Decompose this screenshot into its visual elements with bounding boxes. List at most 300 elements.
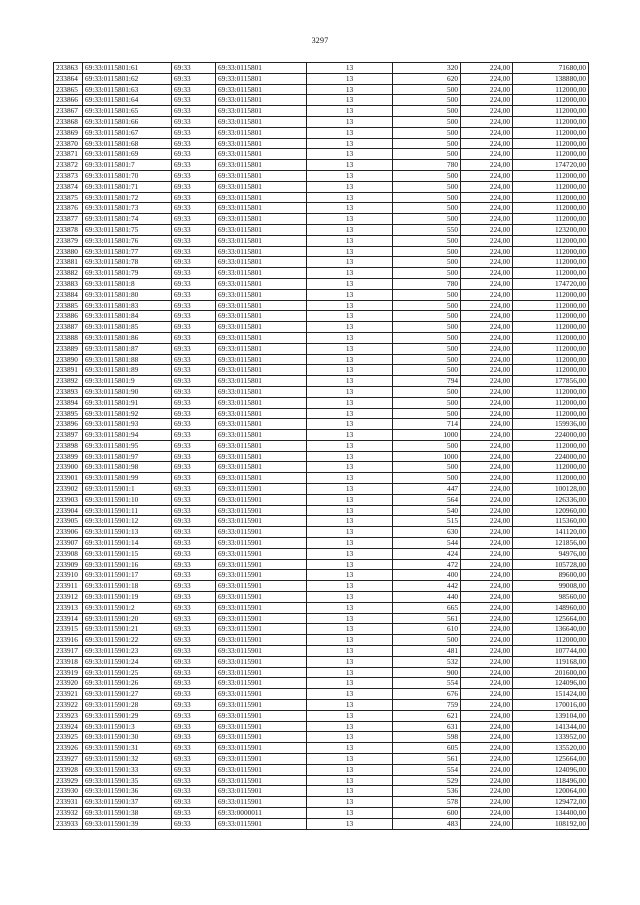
cadastral-quarter-cell: 69:33:0115901 [216, 548, 307, 559]
region-code-cell: 69:33 [172, 408, 216, 419]
category-cell: 13 [307, 214, 393, 225]
area-cell: 500 [393, 322, 461, 333]
category-cell: 13 [307, 106, 393, 117]
cadastral-value-cell: 112000,00 [513, 440, 589, 451]
cadastral-quarter-cell: 69:33:0115801 [216, 149, 307, 160]
rate-cell: 224,00 [461, 592, 513, 603]
table-row [54, 430, 589, 441]
rate-cell: 224,00 [461, 106, 513, 117]
area-cell: 320 [393, 63, 461, 74]
cadastral-number-cell: 69:33:0115801:89 [83, 365, 172, 376]
cadastral-number-cell: 69:33:0115901:31 [83, 743, 172, 754]
row-number-cell: 233920 [54, 678, 83, 689]
row-number-cell: 233896 [54, 419, 83, 430]
category-cell: 13 [307, 376, 393, 387]
area-cell: 529 [393, 775, 461, 786]
cadastral-value-cell: 120064,00 [513, 786, 589, 797]
table-row [54, 538, 589, 549]
cadastral-value-cell: 159936,00 [513, 419, 589, 430]
area-cell: 550 [393, 224, 461, 235]
cadastral-value-cell: 112000,00 [513, 170, 589, 181]
cadastral-quarter-cell: 69:33:0115901 [216, 656, 307, 667]
cadastral-quarter-cell: 69:33:0115901 [216, 505, 307, 516]
table-row [54, 246, 589, 257]
category-cell: 13 [307, 797, 393, 808]
rate-cell: 224,00 [461, 754, 513, 765]
table-row [54, 106, 589, 117]
category-cell: 13 [307, 343, 393, 354]
cadastral-value-cell: 98560,00 [513, 592, 589, 603]
category-cell: 13 [307, 170, 393, 181]
area-cell: 500 [393, 635, 461, 646]
category-cell: 13 [307, 408, 393, 419]
region-code-cell: 69:33 [172, 386, 216, 397]
table-row [54, 289, 589, 300]
row-number-cell: 233887 [54, 322, 83, 333]
rate-cell: 224,00 [461, 484, 513, 495]
area-cell: 500 [393, 397, 461, 408]
category-cell: 13 [307, 527, 393, 538]
rate-cell: 224,00 [461, 257, 513, 268]
table-row [54, 63, 589, 74]
area-cell: 515 [393, 516, 461, 527]
cadastral-number-cell: 69:33:0115901:33 [83, 764, 172, 775]
cadastral-number-cell: 69:33:0115901:26 [83, 678, 172, 689]
area-cell: 500 [393, 354, 461, 365]
row-number-cell: 233915 [54, 624, 83, 635]
row-number-cell: 233930 [54, 786, 83, 797]
cadastral-number-cell: 69:33:0115901:39 [83, 818, 172, 829]
rate-cell: 224,00 [461, 462, 513, 473]
table-row [54, 473, 589, 484]
rate-cell: 224,00 [461, 365, 513, 376]
cadastral-quarter-cell: 69:33:0115901 [216, 786, 307, 797]
row-number-cell: 233897 [54, 430, 83, 441]
row-number-cell: 233922 [54, 700, 83, 711]
rate-cell: 224,00 [461, 538, 513, 549]
table-row [54, 181, 589, 192]
category-cell: 13 [307, 646, 393, 657]
area-cell: 561 [393, 754, 461, 765]
row-number-cell: 233872 [54, 160, 83, 171]
region-code-cell: 69:33 [172, 203, 216, 214]
row-number-cell: 233912 [54, 592, 83, 603]
region-code-cell: 69:33 [172, 548, 216, 559]
rate-cell: 224,00 [461, 732, 513, 743]
area-cell: 1000 [393, 451, 461, 462]
region-code-cell: 69:33 [172, 624, 216, 635]
category-cell: 13 [307, 786, 393, 797]
rate-cell: 224,00 [461, 408, 513, 419]
row-number-cell: 233876 [54, 203, 83, 214]
cadastral-value-cell: 120960,00 [513, 505, 589, 516]
cadastral-number-cell: 69:33:0115901:19 [83, 592, 172, 603]
rate-cell: 224,00 [461, 818, 513, 829]
category-cell: 13 [307, 581, 393, 592]
region-code-cell: 69:33 [172, 710, 216, 721]
cadastral-number-cell: 69:33:0115801:94 [83, 430, 172, 441]
rate-cell: 224,00 [461, 624, 513, 635]
cadastral-value-cell: 105728,00 [513, 559, 589, 570]
cadastral-value-cell: 141344,00 [513, 721, 589, 732]
cadastral-number-cell: 69:33:0115801:72 [83, 192, 172, 203]
table-row [54, 73, 589, 84]
area-cell: 500 [393, 170, 461, 181]
region-code-cell: 69:33 [172, 678, 216, 689]
category-cell: 13 [307, 149, 393, 160]
cadastral-number-cell: 69:33:0115801:61 [83, 63, 172, 74]
cadastral-number-cell: 69:33:0115901:17 [83, 570, 172, 581]
region-code-cell: 69:33 [172, 700, 216, 711]
cadastral-value-cell: 177856,00 [513, 376, 589, 387]
cadastral-quarter-cell: 69:33:0115901 [216, 646, 307, 657]
cadastral-value-cell: 123200,00 [513, 224, 589, 235]
area-cell: 500 [393, 311, 461, 322]
cadastral-value-cell: 174720,00 [513, 278, 589, 289]
rate-cell: 224,00 [461, 160, 513, 171]
region-code-cell: 69:33 [172, 106, 216, 117]
category-cell: 13 [307, 689, 393, 700]
category-cell: 13 [307, 419, 393, 430]
cadastral-value-cell: 112000,00 [513, 127, 589, 138]
area-cell: 500 [393, 386, 461, 397]
area-cell: 500 [393, 214, 461, 225]
cadastral-quarter-cell: 69:33:0115801 [216, 203, 307, 214]
cadastral-value-cell: 108192,00 [513, 818, 589, 829]
rate-cell: 224,00 [461, 214, 513, 225]
category-cell: 13 [307, 721, 393, 732]
page-number: 3297 [311, 36, 329, 45]
table-row [54, 581, 589, 592]
category-cell: 13 [307, 807, 393, 818]
region-code-cell: 69:33 [172, 300, 216, 311]
cadastral-value-cell: 141120,00 [513, 527, 589, 538]
cadastral-value-cell: 112000,00 [513, 386, 589, 397]
cadastral-value-cell: 112000,00 [513, 116, 589, 127]
cadastral-value-cell: 112000,00 [513, 473, 589, 484]
rate-cell: 224,00 [461, 710, 513, 721]
region-code-cell: 69:33 [172, 192, 216, 203]
cadastral-value-cell: 124096,00 [513, 764, 589, 775]
row-number-cell: 233894 [54, 397, 83, 408]
cadastral-value-cell: 134400,00 [513, 807, 589, 818]
category-cell: 13 [307, 268, 393, 279]
region-code-cell: 69:33 [172, 235, 216, 246]
category-cell: 13 [307, 538, 393, 549]
region-code-cell: 69:33 [172, 170, 216, 181]
row-number-cell: 233875 [54, 192, 83, 203]
table-row [54, 613, 589, 624]
rate-cell: 224,00 [461, 343, 513, 354]
rate-cell: 224,00 [461, 548, 513, 559]
table-row [54, 559, 589, 570]
row-number-cell: 233863 [54, 63, 83, 74]
category-cell: 13 [307, 289, 393, 300]
region-code-cell: 69:33 [172, 63, 216, 74]
cadastral-value-cell: 89600,00 [513, 570, 589, 581]
cadastral-value-cell: 112000,00 [513, 149, 589, 160]
area-cell: 621 [393, 710, 461, 721]
cadastral-number-cell: 69:33:0115901:15 [83, 548, 172, 559]
rate-cell: 224,00 [461, 268, 513, 279]
cadastral-number-cell: 69:33:0115901:30 [83, 732, 172, 743]
region-code-cell: 69:33 [172, 494, 216, 505]
row-number-cell: 233928 [54, 764, 83, 775]
table-row [54, 376, 589, 387]
rate-cell: 224,00 [461, 224, 513, 235]
rate-cell: 224,00 [461, 397, 513, 408]
row-number-cell: 233882 [54, 268, 83, 279]
rate-cell: 224,00 [461, 278, 513, 289]
row-number-cell: 233870 [54, 138, 83, 149]
region-code-cell: 69:33 [172, 473, 216, 484]
cadastral-quarter-cell: 69:33:0115901 [216, 678, 307, 689]
rate-cell: 224,00 [461, 505, 513, 516]
cadastral-number-cell: 69:33:0115801:88 [83, 354, 172, 365]
cadastral-quarter-cell: 69:33:0115801 [216, 181, 307, 192]
rate-cell: 224,00 [461, 646, 513, 657]
cadastral-quarter-cell: 69:33:0115901 [216, 667, 307, 678]
cadastral-value-cell: 119168,00 [513, 656, 589, 667]
category-cell: 13 [307, 181, 393, 192]
region-code-cell: 69:33 [172, 224, 216, 235]
cadastral-quarter-cell: 69:33:0115801 [216, 127, 307, 138]
cadastral-value-cell: 94976,00 [513, 548, 589, 559]
table-row [54, 635, 589, 646]
cadastral-value-cell: 112000,00 [513, 408, 589, 419]
row-number-cell: 233874 [54, 181, 83, 192]
category-cell: 13 [307, 311, 393, 322]
table-row [54, 127, 589, 138]
rate-cell: 224,00 [461, 581, 513, 592]
rate-cell: 224,00 [461, 440, 513, 451]
cadastral-value-cell: 112000,00 [513, 84, 589, 95]
rate-cell: 224,00 [461, 192, 513, 203]
cadastral-value-cell: 151424,00 [513, 689, 589, 700]
region-code-cell: 69:33 [172, 775, 216, 786]
cadastral-value-cell: 125664,00 [513, 754, 589, 765]
region-code-cell: 69:33 [172, 160, 216, 171]
row-number-cell: 233921 [54, 689, 83, 700]
table-row [54, 505, 589, 516]
rate-cell: 224,00 [461, 149, 513, 160]
category-cell: 13 [307, 462, 393, 473]
category-cell: 13 [307, 127, 393, 138]
rate-cell: 224,00 [461, 678, 513, 689]
cadastral-number-cell: 69:33:0115901:29 [83, 710, 172, 721]
table-row [54, 721, 589, 732]
cadastral-value-cell: 100128,00 [513, 484, 589, 495]
table-row [54, 235, 589, 246]
table-row [54, 624, 589, 635]
cadastral-quarter-cell: 69:33:0115901 [216, 570, 307, 581]
cadastral-number-cell: 69:33:0115901:21 [83, 624, 172, 635]
area-cell: 780 [393, 278, 461, 289]
row-number-cell: 233864 [54, 73, 83, 84]
area-cell: 400 [393, 570, 461, 581]
region-code-cell: 69:33 [172, 581, 216, 592]
row-number-cell: 233918 [54, 656, 83, 667]
category-cell: 13 [307, 548, 393, 559]
cadastral-quarter-cell: 69:33:0115901 [216, 494, 307, 505]
table-row [54, 807, 589, 818]
cadastral-number-cell: 69:33:0115901:11 [83, 505, 172, 516]
table-row [54, 311, 589, 322]
cadastral-number-cell: 69:33:0115801:83 [83, 300, 172, 311]
rate-cell: 224,00 [461, 63, 513, 74]
area-cell: 481 [393, 646, 461, 657]
region-code-cell: 69:33 [172, 73, 216, 84]
category-cell: 13 [307, 484, 393, 495]
cadastral-number-cell: 69:33:0115801:67 [83, 127, 172, 138]
area-cell: 605 [393, 743, 461, 754]
area-cell: 631 [393, 721, 461, 732]
cadastral-number-cell: 69:33:0115901:38 [83, 807, 172, 818]
rate-cell: 224,00 [461, 127, 513, 138]
area-cell: 794 [393, 376, 461, 387]
rate-cell: 224,00 [461, 95, 513, 106]
region-code-cell: 69:33 [172, 354, 216, 365]
category-cell: 13 [307, 635, 393, 646]
cadastral-number-cell: 69:33:0115901:28 [83, 700, 172, 711]
table-row [54, 332, 589, 343]
table-row [54, 138, 589, 149]
cadastral-quarter-cell: 69:33:0115801 [216, 386, 307, 397]
region-code-cell: 69:33 [172, 332, 216, 343]
table-row [54, 386, 589, 397]
category-cell: 13 [307, 775, 393, 786]
table-row [54, 278, 589, 289]
cadastral-quarter-cell: 69:33:0115901 [216, 700, 307, 711]
category-cell: 13 [307, 84, 393, 95]
table-row [54, 797, 589, 808]
table-row [54, 322, 589, 333]
cadastral-number-cell: 69:33:0115901:18 [83, 581, 172, 592]
row-number-cell: 233900 [54, 462, 83, 473]
table-row [54, 84, 589, 95]
cadastral-number-cell: 69:33:0115901:22 [83, 635, 172, 646]
cadastral-quarter-cell: 69:33:0115801 [216, 289, 307, 300]
rate-cell: 224,00 [461, 451, 513, 462]
rate-cell: 224,00 [461, 181, 513, 192]
table-row [54, 203, 589, 214]
table-row [54, 710, 589, 721]
cadastral-number-cell: 69:33:0115801:66 [83, 116, 172, 127]
row-number-cell: 233886 [54, 311, 83, 322]
table-row [54, 397, 589, 408]
table-row [54, 656, 589, 667]
category-cell: 13 [307, 322, 393, 333]
table-row [54, 462, 589, 473]
cadastral-value-cell: 126336,00 [513, 494, 589, 505]
cadastral-value-cell: 136640,00 [513, 624, 589, 635]
area-cell: 500 [393, 149, 461, 160]
cadastral-number-cell: 69:33:0115901:20 [83, 613, 172, 624]
cadastral-number-cell: 69:33:0115801:9 [83, 376, 172, 387]
cadastral-number-cell: 69:33:0115801:69 [83, 149, 172, 160]
region-code-cell: 69:33 [172, 440, 216, 451]
cadastral-value-cell: 112000,00 [513, 192, 589, 203]
rate-cell: 224,00 [461, 689, 513, 700]
area-cell: 759 [393, 700, 461, 711]
cadastral-number-cell: 69:33:0115901:36 [83, 786, 172, 797]
cadastral-number-cell: 69:33:0115801:84 [83, 311, 172, 322]
category-cell: 13 [307, 332, 393, 343]
cadastral-value-cell: 112000,00 [513, 343, 589, 354]
cadastral-value-cell: 124096,00 [513, 678, 589, 689]
category-cell: 13 [307, 138, 393, 149]
region-code-cell: 69:33 [172, 807, 216, 818]
category-cell: 13 [307, 397, 393, 408]
cadastral-number-cell: 69:33:0115801:73 [83, 203, 172, 214]
cadastral-quarter-cell: 69:33:0115801 [216, 354, 307, 365]
cadastral-number-cell: 69:33:0115801:7 [83, 160, 172, 171]
table-row [54, 732, 589, 743]
area-cell: 440 [393, 592, 461, 603]
category-cell: 13 [307, 678, 393, 689]
row-number-cell: 233865 [54, 84, 83, 95]
cadastral-quarter-cell: 69:33:0115901 [216, 732, 307, 743]
rate-cell: 224,00 [461, 656, 513, 667]
row-number-cell: 233899 [54, 451, 83, 462]
cadastral-quarter-cell: 69:33:0115901 [216, 538, 307, 549]
rate-cell: 224,00 [461, 246, 513, 257]
table-row [54, 754, 589, 765]
cadastral-quarter-cell: 69:33:0115901 [216, 527, 307, 538]
cadastral-number-cell: 69:33:0115801:64 [83, 95, 172, 106]
table-row [54, 764, 589, 775]
category-cell: 13 [307, 192, 393, 203]
table-row [54, 440, 589, 451]
cadastral-quarter-cell: 69:33:0115901 [216, 764, 307, 775]
cadastral-quarter-cell: 69:33:0115901 [216, 721, 307, 732]
cadastral-quarter-cell: 69:33:0115801 [216, 300, 307, 311]
row-number-cell: 233908 [54, 548, 83, 559]
cadastral-quarter-cell: 69:33:0115801 [216, 106, 307, 117]
rate-cell: 224,00 [461, 300, 513, 311]
cadastral-number-cell: 69:33:0115901:37 [83, 797, 172, 808]
area-cell: 500 [393, 440, 461, 451]
rate-cell: 224,00 [461, 235, 513, 246]
table-row [54, 602, 589, 613]
cadastral-quarter-cell: 69:33:0115901 [216, 602, 307, 613]
cadastral-quarter-cell: 69:33:0115801 [216, 430, 307, 441]
row-number-cell: 233866 [54, 95, 83, 106]
category-cell: 13 [307, 246, 393, 257]
region-code-cell: 69:33 [172, 786, 216, 797]
rate-cell: 224,00 [461, 602, 513, 613]
rate-cell: 224,00 [461, 516, 513, 527]
area-cell: 1000 [393, 430, 461, 441]
cadastral-value-cell: 112000,00 [513, 300, 589, 311]
rate-cell: 224,00 [461, 386, 513, 397]
cadastral-number-cell: 69:33:0115801:62 [83, 73, 172, 84]
area-cell: 554 [393, 678, 461, 689]
cadastral-value-cell: 112000,00 [513, 95, 589, 106]
table-row [54, 300, 589, 311]
rate-cell: 224,00 [461, 138, 513, 149]
cadastral-quarter-cell: 69:33:0115901 [216, 754, 307, 765]
cadastral-value-cell: 112000,00 [513, 397, 589, 408]
region-code-cell: 69:33 [172, 84, 216, 95]
cadastral-number-cell: 69:33:0115901:16 [83, 559, 172, 570]
row-number-cell: 233931 [54, 797, 83, 808]
category-cell: 13 [307, 700, 393, 711]
cadastral-value-cell: 125664,00 [513, 613, 589, 624]
cadastral-number-cell: 69:33:0115801:87 [83, 343, 172, 354]
table-row [54, 192, 589, 203]
cadastral-number-cell: 69:33:0115801:65 [83, 106, 172, 117]
